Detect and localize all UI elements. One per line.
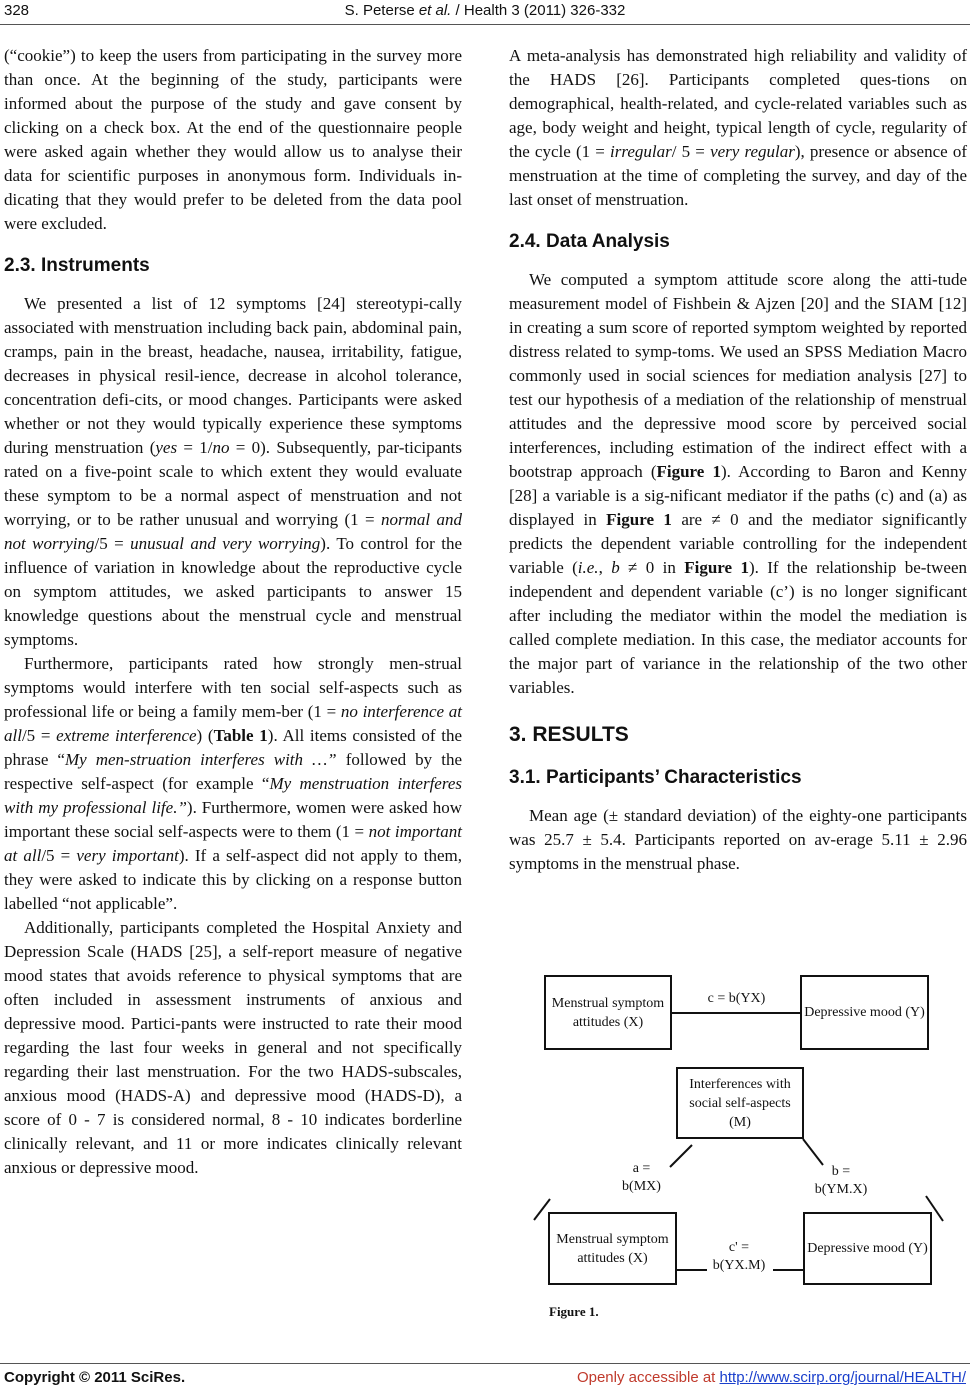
box-mediator: Interferences with social self-aspects (M) xyxy=(676,1067,804,1139)
footer-rule xyxy=(0,1363,970,1364)
label-path-b: b = b(YM.X) xyxy=(814,1164,868,1197)
page-header xyxy=(0,0,970,26)
paragraph-hads: Additionally, participants completed the Hospital Anxiety and Depression Scale (HADS [25], a self-report measure of negative mood states that avoids reference to physical symptoms that are often included in assessment instruments of anxious and depressive mood. Partici-pants were instructed to rate their mood regarding the last four weeks in general and not specifically regarding their last menstruation. For the two HADS-subscales, anxious mood (HADS-A) and depressive mood (HADS-D), a score of 0 - 7 is considered normal, 8 - 10 indicates borderline clinically relevant, and 11 or more indicates clinically relevant anxious or depressive mood. xyxy=(4,918,462,1177)
paragraph-mediation: We computed a symptom attitude score along the atti-tude measurement model of Fishbein & Ajzen [20] and the SIAM [12] in creating a sum score of reported symptom weighted by reported distress related to symp-toms. We used an SPSS Mediation Macro commonly used in social sciences for mediation analysis [27] to test our hypothesis of a mediation of the relationship of menstrual attitudes and the depressive mood score by perceived social interferences, including estimation of the indirect effect with a bootstrap approach (Figure 1). According to Baron and Kenny [28] a variable is a sig-nificant mediator if the paths (c) and (a) as displayed in Figure 1 are ≠ 0 and the mediator significantly predicts the dependent variable controlling for the independent variable (i.e., b ≠ 0 in Figure 1). If the relationship be-tween independent and dependent variable (c’) is no longer significant after including the mediator within the model the mediation is called complete mediation. In this case, the mediator accounts for the major part of variance in the relationship of the two other variables. xyxy=(509,270,967,697)
running-title: S. Peterse et al. / Health 3 (2011) 326-332 xyxy=(344,2,626,19)
left-column xyxy=(4,44,462,1180)
label-path-a: a = b(MX) xyxy=(622,1161,661,1194)
paragraph-meta-analysis: A meta-analysis has demonstrated high reliability and validity of the HADS [26]. Participants completed ques-tions on demographical, health-related, and cycle-related variables such as age, body weight and height, typical length of cycle, regularity of the cycle (1 = irregular/ 5 = very regular), presence or absence of menstruation at the time of completing the survey, and day of the last onset of menstruation. xyxy=(509,46,967,209)
paragraph-symptoms: We presented a list of 12 symptoms [24] stereotypi-cally associated with menstruation including back pain, abdominal pain, cramps, pain in the breast, headache, nausea, irritability, fatigue, decreases in physical resil-ience, decrease in alcohol tolerance, concentration defi-cits, or mood changes. Participants were asked whether or not they would typically experience these symptoms during menstruation (yes = 1/no = 0). Subsequently, par-ticipants rated on a five-point scale to which extent they would evaluate these symptom to be a normal aspect of menstruation and not worrying, or to be rather unusual and worrying (1 = normal and not worrying/5 = unusual and very worrying). To control for the influence of variation in knowledge about the reproductive cycle on symptom attitudes, we asked participants to answer 15 knowledge questions about the menstrual cycle and menstrual symptoms. xyxy=(4,294,463,649)
mediation-diagram xyxy=(509,975,967,1325)
box-top-y: Depressive mood (Y) xyxy=(800,975,929,1050)
label-path-cprime: c' = b(YX.M) xyxy=(712,1240,766,1273)
paragraph-participants: Mean age (± standard deviation) of the eighty-one participants was 25.7 ± 5.4. Participants reported on av-erage 5.11 ± 2.96 symptoms in the menstrual phase. xyxy=(509,806,967,873)
section-heading-results: 3. RESULTS xyxy=(509,723,629,746)
section-heading-instruments: 2.3. Instruments xyxy=(4,255,150,276)
box-top-x: Menstrual symptom attitudes (X) xyxy=(544,975,672,1050)
label-path-c: c = b(YX) xyxy=(707,991,766,1006)
copyright-notice: Copyright © 2011 SciRes. xyxy=(4,1369,186,1386)
page-footer xyxy=(0,1363,970,1388)
box-bottom-y: Depressive mood (Y) xyxy=(803,1212,932,1285)
figure-caption: Figure 1. xyxy=(549,1304,599,1319)
open-access-notice: Openly accessible at http://www.scirp.org/journal/HEALTH/ xyxy=(576,1369,966,1386)
paragraph-consent: (“cookie”) to keep the users from participating in the survey more than once. At the beginning of the study, participants were informed about the purpose of the study and gave consent by clicking on a check box. At the end of the questionnaire people were asked again whether they would allow us to analyse their data for scientific purposes in anonymous form. Individuals in-dicating that they would prefer to be deleted from the data pool were excluded. xyxy=(4,46,462,233)
box-bottom-x: Menstrual symptom attitudes (X) xyxy=(548,1212,677,1285)
right-column xyxy=(509,44,967,876)
path-b-line-upper xyxy=(803,1139,823,1165)
journal-url-link[interactable]: http://www.scirp.org/journal/HEALTH/ xyxy=(719,1369,966,1386)
page-number: 328 xyxy=(4,2,30,19)
header-rule xyxy=(0,24,970,25)
section-heading-participants: 3.1. Participants’ Characteristics xyxy=(509,767,802,788)
section-heading-data-analysis: 2.4. Data Analysis xyxy=(509,231,670,252)
paragraph-interference: Furthermore, participants rated how strongly men-strual symptoms would interfere with ten social self-aspects such as professional life or being a family mem-ber (1 = no interference at all/5 = extreme interference) (Table 1). All items consisted of the phrase “My men-struation interferes with …” followed by the respective self-aspect (for example “My menstruation interferes with my professional life.”). Furthermore, women were asked how important these social self-aspects were to them (1 = not important at all/5 = very important). If a self-aspect did not apply to them, they were asked to indicate this by clicking on a response button labelled “not applicable”. xyxy=(4,654,463,913)
